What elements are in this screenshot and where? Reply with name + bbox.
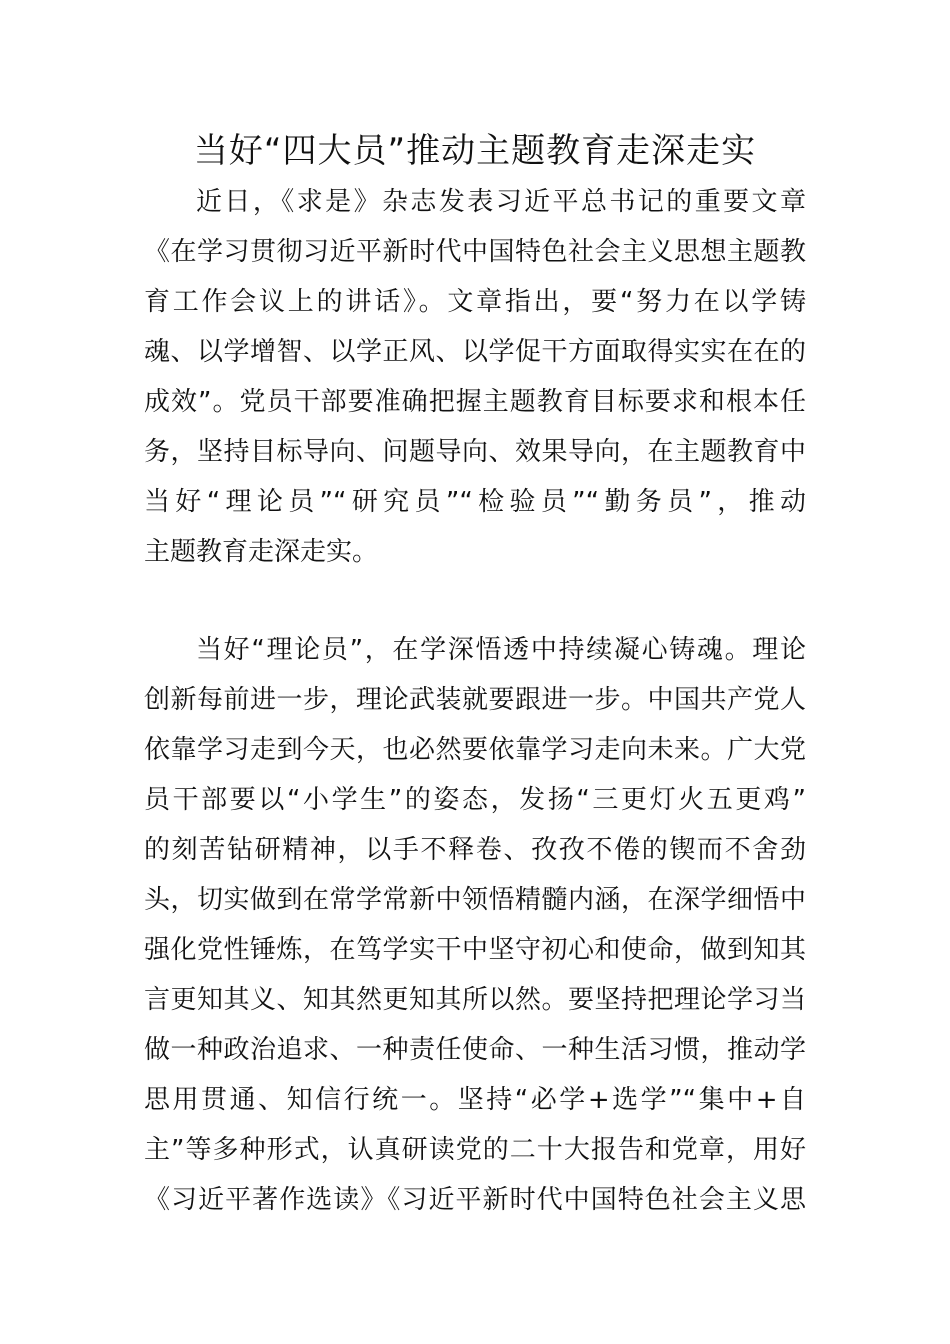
paragraph-line: 近日，《求是》杂志发表习近平总书记的重要文章: [196, 187, 806, 217]
paragraph-line: 的刻苦钻研精神，以手不释卷、孜孜不倦的锲而不舍劲: [144, 835, 806, 865]
paragraph-line: 主”等多种形式，认真研读党的二十大报告和党章，用好: [144, 1135, 806, 1165]
paragraph-line: 思用贯通、知信行统一。坚持“必学+选学”“集中+自: [144, 1085, 806, 1115]
paragraph-line: 言更知其义、知其然更知其所以然。要坚持把理论学习当: [144, 985, 806, 1015]
paragraph-line: 育工作会议上的讲话》。文章指出，要“努力在以学铸: [144, 287, 806, 317]
paragraph-line: 魂、以学增智、以学正风、以学促干方面取得实实在在的: [144, 337, 806, 367]
paragraph-line: 头，切实做到在常学常新中领悟精髓内涵，在深学细悟中: [144, 885, 806, 915]
paragraph-line: 主题教育走深走实。: [144, 537, 379, 567]
document-title: 当好“四大员”推动主题教育走深走实: [193, 131, 757, 171]
paragraph-line: 强化党性锤炼，在笃学实干中坚守初心和使命，做到知其: [144, 935, 806, 965]
paragraph-line: 做一种政治追求、一种责任使命、一种生活习惯，推动学: [144, 1035, 806, 1065]
paragraph-line: 依靠学习走到今天，也必然要依靠学习走向未来。广大党: [144, 735, 806, 765]
paragraph-line: 《在学习贯彻习近平新时代中国特色社会主义思想主题教: [144, 237, 806, 267]
paragraph-line: 成效”。党员干部要准确把握主题教育目标要求和根本任: [144, 387, 806, 417]
paragraph-line: 当好“理论员”，在学深悟透中持续凝心铸魂。理论: [196, 635, 806, 665]
paragraph-line: 创新每前进一步，理论武装就要跟进一步。中国共产党人: [144, 685, 806, 715]
paragraph-line: 务，坚持目标导向、问题导向、效果导向，在主题教育中: [144, 437, 806, 467]
paragraph-line: 当好“理论员”“研究员”“检验员”“勤务员”，推动: [144, 487, 806, 517]
paragraph-line: 员干部要以“小学生”的姿态，发扬“三更灯火五更鸡”: [144, 785, 806, 815]
paragraph-line: 《习近平著作选读》《习近平新时代中国特色社会主义思: [144, 1185, 806, 1215]
